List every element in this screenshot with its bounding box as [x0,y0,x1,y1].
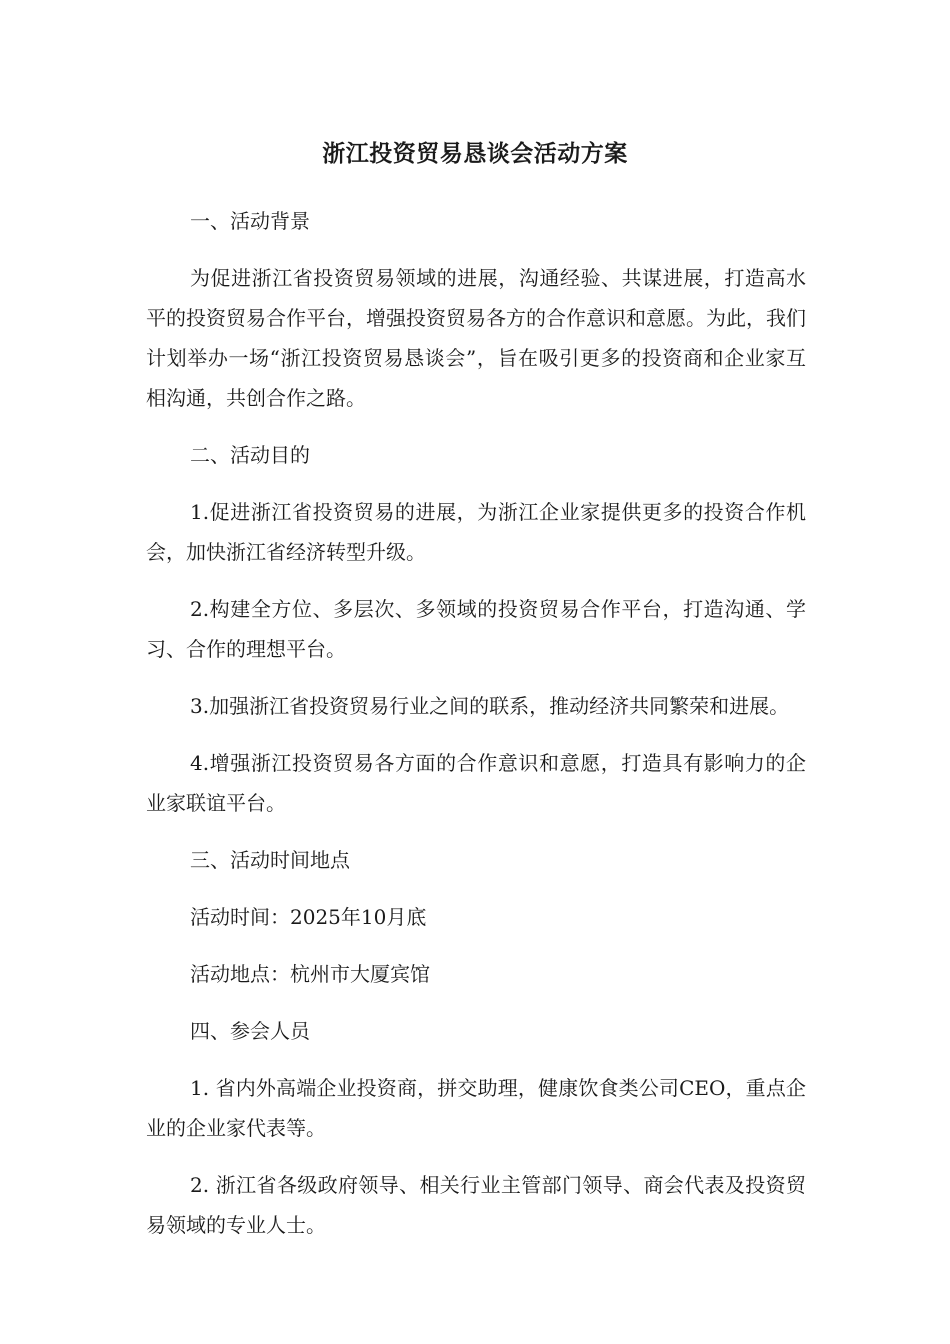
attendees-item-2: 2. 浙江省各级政府领导、相关行业主管部门领导、商会代表及投资贸易领域的专业人士。 [146,1173,806,1237]
section-heading-background: 一、活动背景 [190,209,310,233]
document-title: 浙江投资贸易恳谈会活动方案 [322,141,628,167]
attendees-item-1: 1. 省内外高端企业投资商，拼交助理，健康饮食类公司CEO，重点企业的企业家代表等。 [146,1076,806,1140]
section-heading-attendees: 四、参会人员 [190,1019,310,1043]
section-heading-time-place: 三、活动时间地点 [190,848,350,872]
section-heading-purpose: 二、活动目的 [190,443,310,467]
document-body [146,201,806,1262]
purpose-item-3: 3.加强浙江省投资贸易行业之间的联系，推动经济共同繁荣和进展。 [190,694,790,718]
purpose-item-4: 4.增强浙江投资贸易各方面的合作意识和意愿，打造具有影响力的企业家联谊平台。 [146,751,806,815]
event-location: 活动地点：杭州市大厦宾馆 [190,962,430,986]
purpose-item-1: 1.促进浙江省投资贸易的进展，为浙江企业家提供更多的投资合作机会，加快浙江省经济转型升级。 [146,500,806,564]
event-time: 活动时间：2025年10月底 [190,905,427,929]
background-paragraph: 为促进浙江省投资贸易领域的进展，沟通经验、共谋进展，打造高水平的投资贸易合作平台，增强投资贸易各方的合作意识和意愿。为此，我们计划举办一场“浙江投资贸易恳谈会”，旨在吸引更多的投资商和企业家互相沟通，共创合作之路。 [146,266,806,410]
purpose-item-2: 2.构建全方位、多层次、多领域的投资贸易合作平台，打造沟通、学习、合作的理想平台。 [146,597,806,661]
